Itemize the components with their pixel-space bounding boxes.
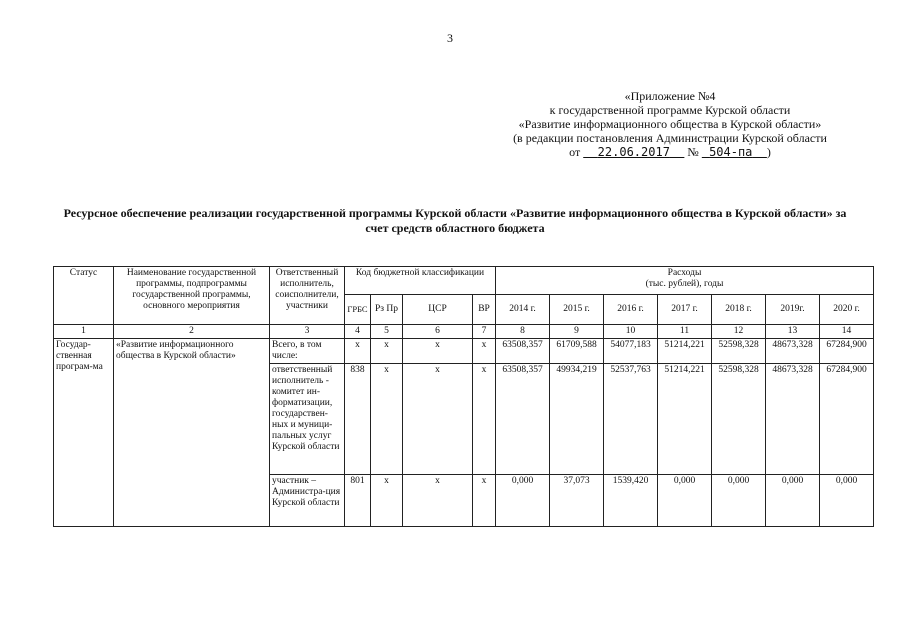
column-numbers-row	[54, 325, 874, 339]
column-number: 10	[604, 325, 658, 339]
closing-paren: )	[766, 145, 771, 159]
header-expenses-label: Расходы	[667, 268, 702, 278]
rzpr-cell: x	[371, 364, 403, 475]
grbs-cell: x	[345, 339, 371, 364]
value-cell: 67284,900	[820, 364, 874, 475]
column-number: 2	[114, 325, 270, 339]
value-cell: 52537,763	[604, 364, 658, 475]
executor-cell: участник – Администра-ция Курской области	[270, 475, 345, 527]
csr-cell: x	[403, 339, 473, 364]
header-name: Наименование государственной программы, подпрограммы государственной программы, основного мероприятия	[114, 267, 270, 325]
value-cell: 48673,328	[766, 339, 820, 364]
date-prefix: от	[569, 145, 581, 159]
document-title: Ресурсное обеспечение реализации государственной программы Курской области «Развитие информационного общества в Курской области» за счет средств областного бюджета	[63, 206, 847, 235]
header-year: 2016 г.	[604, 295, 658, 325]
column-number: 3	[270, 325, 345, 339]
value-cell: 51214,221	[658, 339, 712, 364]
executor-cell: Всего, в том числе:	[270, 339, 345, 364]
vr-cell: x	[473, 339, 496, 364]
column-number: 5	[371, 325, 403, 339]
status-cell: Государ-ственная програм-ма	[54, 339, 114, 527]
number-prefix: №	[687, 145, 699, 159]
value-cell: 37,073	[550, 475, 604, 527]
header-year: 2017 г.	[658, 295, 712, 325]
header-budget-code: Код бюджетной классификации	[345, 267, 496, 295]
column-number: 9	[550, 325, 604, 339]
header-year: 2018 г.	[712, 295, 766, 325]
column-number: 7	[473, 325, 496, 339]
header-executor: Ответственный исполнитель, соисполнители, участники	[270, 267, 345, 325]
program-name-cell: «Развитие информационного общества в Курской области»	[114, 339, 270, 527]
header-year: 2014 г.	[496, 295, 550, 325]
rzpr-cell: x	[371, 339, 403, 364]
appendix-line-4: (в редакции постановления Администрации Курской области	[513, 131, 827, 145]
grbs-cell: 838	[345, 364, 371, 475]
value-cell: 0,000	[496, 475, 550, 527]
grbs-cell: 801	[345, 475, 371, 527]
header-year: 2020 г.	[820, 295, 874, 325]
value-cell: 51214,221	[658, 364, 712, 475]
csr-cell: x	[403, 364, 473, 475]
appendix-line-2: к государственной программе Курской области	[549, 103, 791, 117]
column-number: 14	[820, 325, 874, 339]
header-vr: ВР	[473, 295, 496, 325]
value-cell: 0,000	[658, 475, 712, 527]
page-number: 3	[447, 31, 453, 45]
appendix-header	[470, 89, 870, 159]
value-cell: 49934,219	[550, 364, 604, 475]
value-cell: 63508,357	[496, 364, 550, 475]
column-number: 4	[345, 325, 371, 339]
column-number: 13	[766, 325, 820, 339]
header-expenses	[496, 267, 874, 295]
table-row	[54, 339, 874, 364]
csr-cell: x	[403, 475, 473, 527]
value-cell: 0,000	[766, 475, 820, 527]
column-number: 12	[712, 325, 766, 339]
appendix-line-1: «Приложение №4	[624, 89, 716, 103]
executor-cell: ответственный исполнитель - комитет ин-форматизации, государствен-ных и муници-пальных услуг Курской области	[270, 364, 345, 475]
vr-cell: x	[473, 475, 496, 527]
column-number: 11	[658, 325, 712, 339]
value-cell: 63508,357	[496, 339, 550, 364]
decree-number: 504-па	[709, 145, 753, 159]
appendix-line-3: «Развитие информационного общества в Курской области»	[518, 117, 822, 131]
value-cell: 54077,183	[604, 339, 658, 364]
value-cell: 0,000	[820, 475, 874, 527]
value-cell: 61709,588	[550, 339, 604, 364]
header-grbs: ГРБС	[345, 295, 371, 325]
budget-table	[53, 266, 874, 527]
column-number: 6	[403, 325, 473, 339]
header-expenses-unit: (тыс. рублей), годы	[645, 279, 724, 289]
value-cell: 67284,900	[820, 339, 874, 364]
vr-cell: x	[473, 364, 496, 475]
column-number: 1	[54, 325, 114, 339]
header-csr: ЦСР	[403, 295, 473, 325]
header-status: Статус	[54, 267, 114, 325]
column-number: 8	[496, 325, 550, 339]
value-cell: 52598,328	[712, 364, 766, 475]
page-blank-area	[0, 536, 905, 640]
header-rzpr: Рз Пр	[371, 295, 403, 325]
value-cell: 48673,328	[766, 364, 820, 475]
appendix-dateline	[470, 145, 870, 159]
header-row-1	[54, 267, 874, 295]
header-year: 2015 г.	[550, 295, 604, 325]
rzpr-cell: x	[371, 475, 403, 527]
decree-date: 22.06.2017	[597, 145, 670, 159]
value-cell: 1539,420	[604, 475, 658, 527]
header-year: 2019г.	[766, 295, 820, 325]
value-cell: 52598,328	[712, 339, 766, 364]
value-cell: 0,000	[712, 475, 766, 527]
